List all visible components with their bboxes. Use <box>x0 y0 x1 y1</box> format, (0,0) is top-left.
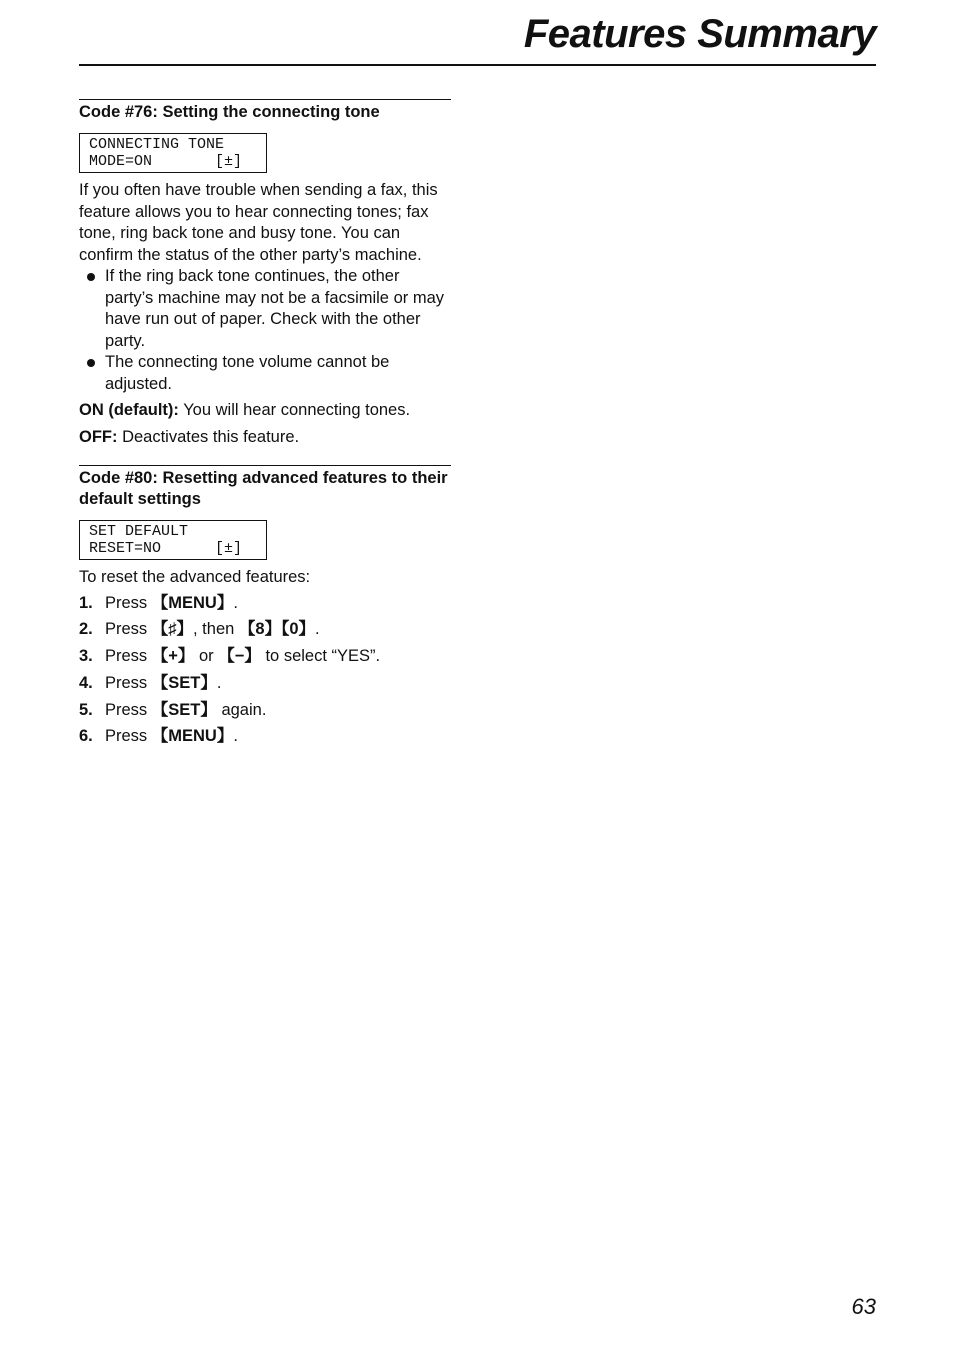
lcd-line-1: CONNECTING TONE <box>89 136 225 153</box>
step-item <box>79 673 451 695</box>
lcd-line-2: RESET=NO [±] <box>89 540 243 557</box>
step-item <box>79 593 451 615</box>
step-text: Press <box>105 620 152 639</box>
lcd-line-1: SET DEFAULT <box>89 523 189 540</box>
step-text: . <box>315 620 320 639</box>
set-key: 【SET】 <box>151 673 217 692</box>
reset-steps <box>79 593 451 748</box>
plus-key: 【+】 <box>151 647 195 666</box>
step-text: or <box>194 647 219 666</box>
section-76-intro: If you often have trouble when sending a fax, this feature allows you to hear connecting tones; fax tone, ring back tone and busy tone. You can confirm the status of the other party’s machine. <box>79 181 438 264</box>
section-divider <box>79 465 451 466</box>
menu-key: 【MENU】 <box>151 727 234 746</box>
step-text: again. <box>216 700 267 719</box>
step-text: . <box>233 593 238 612</box>
step-number: 6. <box>79 727 93 746</box>
step-text: . <box>233 727 238 746</box>
step-text: Press <box>105 593 152 612</box>
step-item <box>79 619 451 641</box>
note-text: If the ring back tone continues, the other party’s machine may not be a facsimile or may have run out of paper. Check with the other party. <box>105 267 444 350</box>
step-number: 4. <box>79 673 93 692</box>
note-item <box>79 266 451 352</box>
setting-off-label: OFF: <box>79 427 118 446</box>
note-item <box>79 352 451 395</box>
step-item <box>79 646 451 668</box>
note-text: The connecting tone volume cannot be adjusted. <box>105 353 390 393</box>
page-number: 63 <box>851 1294 876 1319</box>
step-item <box>79 726 451 748</box>
step-number: 5. <box>79 700 93 719</box>
step-text: . <box>216 673 222 692</box>
step-text: Press <box>105 727 152 746</box>
setting-off-text: Deactivates this feature. <box>117 427 300 446</box>
setting-on <box>79 400 451 422</box>
bullet-icon <box>87 359 95 367</box>
lcd-display-set-default <box>79 520 267 560</box>
step-number: 1. <box>79 593 93 612</box>
section-76-notes <box>79 266 451 395</box>
step-number: 3. <box>79 647 93 666</box>
hash-key: 【♯】 <box>151 620 194 639</box>
step-text: , then <box>193 620 239 639</box>
step-text: Press <box>105 700 152 719</box>
content-column <box>79 99 451 753</box>
setting-on-label: ON (default): <box>79 401 179 419</box>
setting-on-text: You will hear connecting tones. <box>178 401 411 419</box>
step-text: Press <box>105 673 152 692</box>
set-key: 【SET】 <box>151 700 217 719</box>
page-title: Features Summary <box>523 12 876 56</box>
step-number: 2. <box>79 620 93 639</box>
step-text: Press <box>105 647 152 666</box>
lcd-line-2: MODE=ON [±] <box>89 153 243 170</box>
step-text: to select “YES”. <box>260 647 381 666</box>
section-76-heading: Code #76: Setting the connecting tone <box>79 103 380 121</box>
setting-off <box>79 427 451 449</box>
minus-key: 【−】 <box>218 647 261 666</box>
menu-key: 【MENU】 <box>151 593 234 612</box>
lcd-display-connecting-tone <box>79 133 267 173</box>
bullet-icon <box>87 273 95 281</box>
step-item <box>79 700 451 722</box>
digit-keys: 【8】【0】 <box>238 620 315 639</box>
section-80-heading: Code #80: Resetting advanced features to their default settings <box>79 469 448 508</box>
section-80-intro: To reset the advanced features: <box>79 568 311 586</box>
title-divider <box>79 64 876 66</box>
section-divider <box>79 99 451 100</box>
